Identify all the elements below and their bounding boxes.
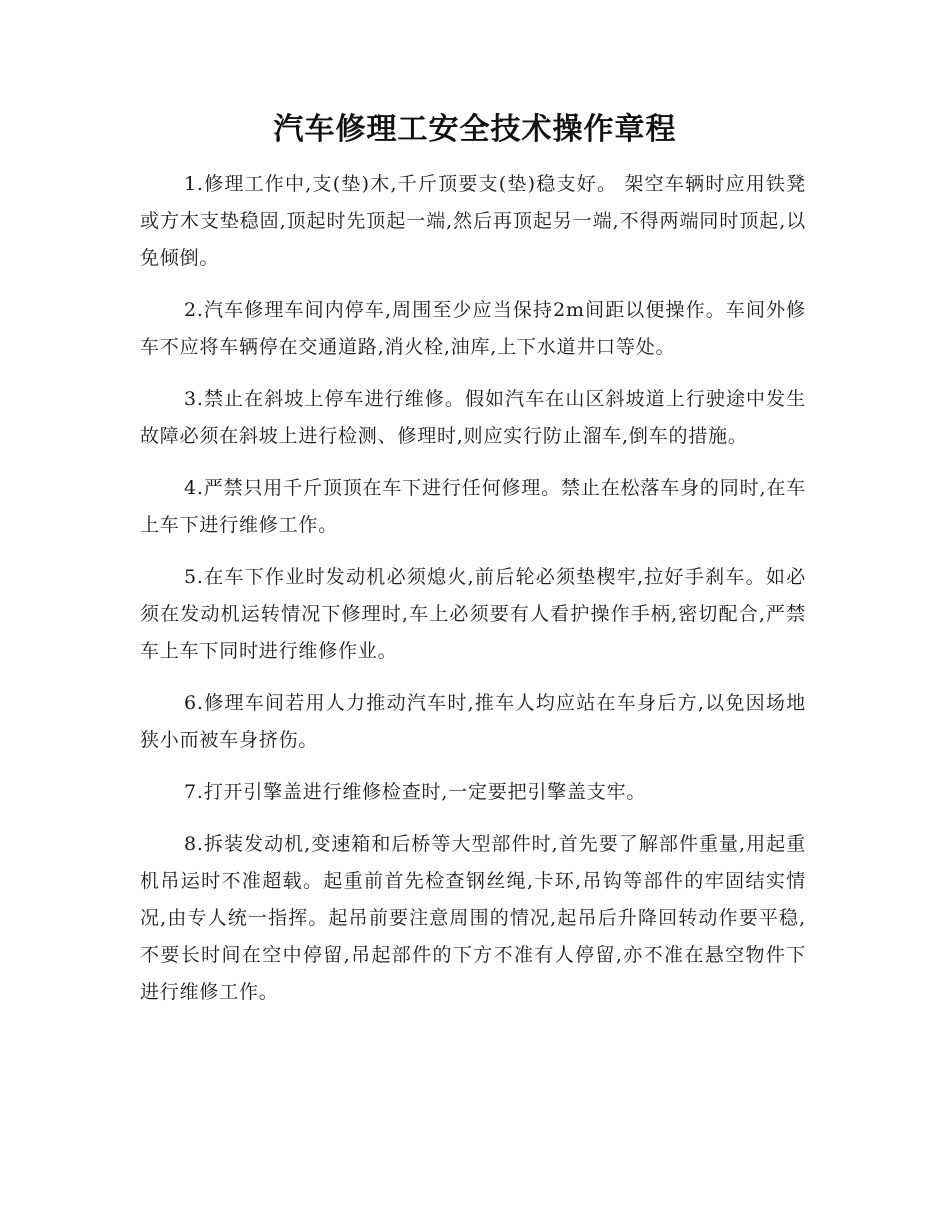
document-body	[140, 166, 806, 1026]
paragraph-4: 4.严禁只用千斤顶顶在车下进行任何修理。禁止在松落车身的同时,在车上车下进行维修工作。	[140, 477, 806, 536]
document-title: 汽车修理工安全技术操作章程	[273, 112, 677, 147]
paragraph-2: 2.汽车修理车间内停车,周围至少应当保持2m间距以便操作。车间外修车不应将车辆停在交通道路,消火栓,油库,上下水道井口等处。	[140, 299, 806, 358]
paragraph-3: 3.禁止在斜坡上停车进行维修。假如汽车在山区斜坡道上行驶途中发生故障必须在斜坡上进行检测、修理时,则应实行防止溜车,倒车的措施。	[140, 388, 806, 447]
paragraph-5: 5.在车下作业时发动机必须熄火,前后轮必须垫楔牢,拉好手刹车。如必须在发动机运转情况下修理时,车上必须要有人看护操作手柄,密切配合,严禁车上车下同时进行维修作业。	[140, 566, 806, 662]
paragraph-8: 8.拆装发动机,变速箱和后桥等大型部件时,首先要了解部件重量,用起重机吊运时不准超载。起重前首先检查钢丝绳,卡环,吊钩等部件的牢固结实情况,由专人统一指挥。起吊前要注意周围的情况,起吊后升降回转动作要平稳,不要长时间在空中停留,吊起部件的下方不准有人停留,亦不准在悬空物件下进行维修工作。	[140, 833, 806, 1003]
paragraph-1: 1.修理工作中,支(垫)木,千斤顶要支(垫)稳支好。 架空车辆时应用铁凳或方木支垫稳固,顶起时先顶起一端,然后再顶起另一端,不得两端同时顶起,以免倾倒。	[140, 173, 806, 269]
paragraph-7: 7.打开引擎盖进行维修检查时,一定要把引擎盖支牢。	[184, 781, 647, 803]
paragraph-6: 6.修理车间若用人力推动汽车时,推车人均应站在车身后方,以免因场地狭小而被车身挤伤。	[140, 692, 806, 751]
